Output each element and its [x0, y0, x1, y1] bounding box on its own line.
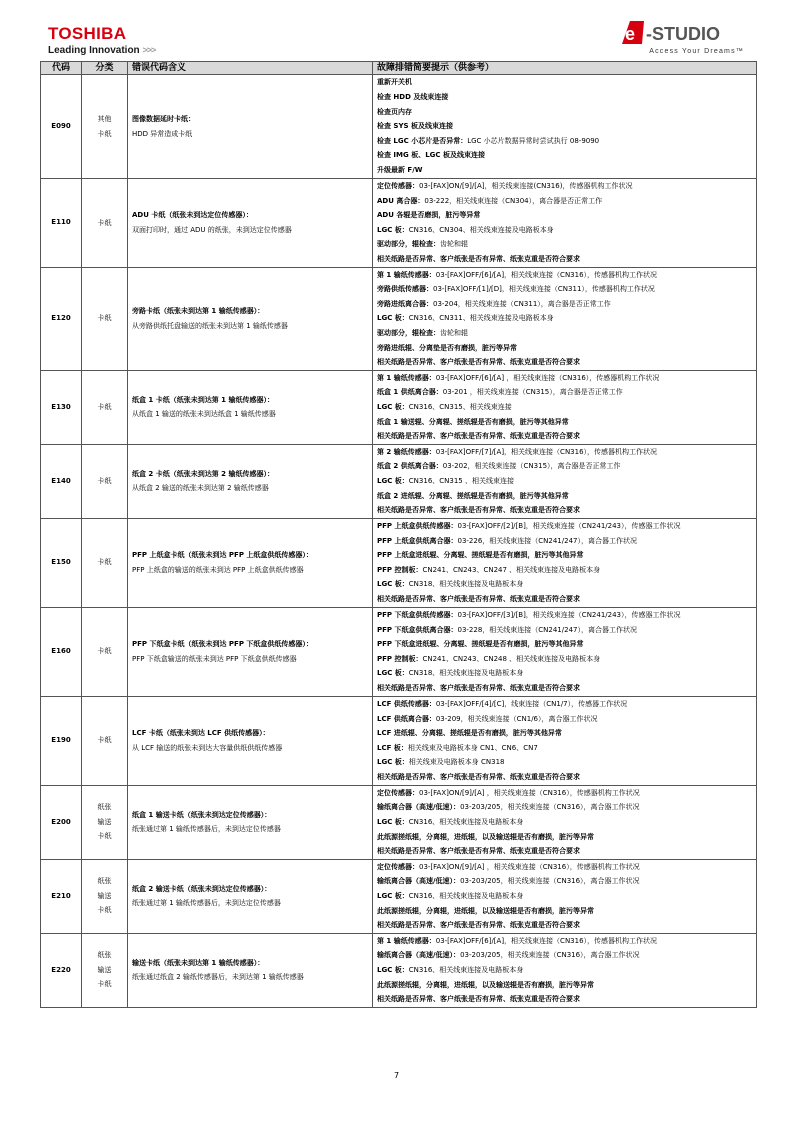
hint-line: [377, 371, 752, 386]
hint-detail: 03-[FAX]ON/[9]/[A] ，相关线束连接（CN316），传感器机构工作状况: [419, 862, 640, 871]
hint-label: 相关纸路是否异常、客户纸张是否有异常、纸张克重是否符合要求: [377, 594, 580, 603]
table-row: [41, 859, 757, 933]
error-code: E140: [41, 444, 82, 518]
meaning-description: 纸张通过第 1 输纸传感器后，未到达定位传感器: [132, 825, 281, 834]
hint-label: PFP 下纸盒进纸辊、分离辊、搓纸辊是否有磨损，脏污等其他异常: [377, 640, 584, 649]
hint-detail: 03-222，相关线束连接（CN304），离合器是否正常工作: [424, 196, 603, 205]
hint-line: [377, 179, 752, 194]
troubleshooting-hints: [373, 785, 757, 859]
estudio-slogan: Access Your Dreams™: [649, 48, 744, 55]
category-line: 输送: [97, 891, 112, 900]
hint-label: 升级最新 F/W: [377, 165, 423, 174]
meaning-title: PFP 上纸盒卡纸（纸张未到达 PFP 上纸盒供纸传感器）：: [132, 551, 313, 560]
hint-line: [377, 726, 752, 741]
hint-label: 旁路进纸离合器：: [377, 299, 433, 308]
error-category: [82, 267, 128, 370]
hint-label: 驱动部分，辊检查：: [377, 240, 440, 249]
hint-detail: 03-203/205，相关线束连接（CN316），离合器工作状况: [460, 877, 640, 886]
hint-line: [377, 637, 752, 652]
hint-label: 相关纸路是否异常、客户纸张是否有异常、纸张克重是否符合要求: [377, 683, 580, 692]
error-category: [82, 696, 128, 785]
table-row: [41, 607, 757, 696]
tagline-arrows: >>>: [142, 45, 156, 55]
error-category: [82, 933, 128, 1007]
hint-line: [377, 608, 752, 623]
error-meaning: [128, 607, 373, 696]
error-meaning: [128, 267, 373, 370]
hint-label: 此纸源搓纸辊，分离辊，进纸辊，以及输送辊是否有磨损，脏污等异常: [377, 832, 594, 841]
hint-line: [377, 712, 752, 727]
estudio-logo-text: -STUDIO: [646, 24, 720, 44]
error-code: E160: [41, 607, 82, 696]
hint-detail: 03-209，相关线束连接（CN1/6），离合器工作状况: [435, 714, 598, 723]
hint-label: 相关纸路是否异常、客户纸张是否有异常、纸张克重是否符合要求: [377, 254, 580, 263]
category-line: 卡纸: [97, 980, 112, 989]
hint-line: [377, 534, 752, 549]
hint-line: [377, 741, 752, 756]
meaning-title: 纸盒 1 输送卡纸（纸张未到达定位传感器）：: [132, 810, 272, 819]
meaning-description: PFP 下纸盒输送的纸张未到达 PFP 下纸盒供纸传感器: [132, 654, 297, 663]
table-row: [41, 518, 757, 607]
hint-label: 定位传感器：: [377, 182, 419, 190]
category-line: 输送: [97, 965, 112, 974]
hint-line: [377, 904, 752, 919]
hint-line: [377, 623, 752, 638]
hint-label: 驱动部分，辊检查：: [377, 328, 440, 337]
category-line: 卡纸: [97, 314, 112, 323]
hint-label: LGC 板：: [377, 402, 409, 411]
hint-line: [377, 800, 752, 815]
hint-line: [377, 105, 752, 120]
page-number: 7: [393, 1071, 400, 1080]
hint-label: PFP 下纸盒供纸传感器：: [377, 610, 458, 619]
hint-detail: 03-[FAX]OFF/[1]/[D]，相关线束连接（CN311），传感器机构工作状况: [433, 285, 655, 294]
table-row: [41, 179, 757, 268]
hint-line: [377, 134, 752, 149]
hint-detail: CN316、相关线束连接及电路板本身: [408, 817, 524, 826]
hint-label: 旁路进纸辊、分离垫是否有磨损，脏污等异常: [377, 343, 517, 352]
error-code: E120: [41, 267, 82, 370]
troubleshooting-hints: [373, 518, 757, 607]
meaning-title: ADU 卡纸（纸张未到达定位传感器）：: [132, 211, 253, 220]
hint-detail: 齿轮和辊: [440, 328, 468, 337]
hint-line: [377, 194, 752, 209]
error-category: [82, 607, 128, 696]
hint-label: 定位传感器：: [377, 788, 419, 797]
hint-label: 重新开关机: [377, 78, 412, 87]
hint-label: ADU 离合器：: [377, 196, 425, 205]
error-category: [82, 370, 128, 444]
hint-detail: 相关线束及电路板本身 CN318: [408, 758, 505, 767]
hint-label: LCF 板：: [377, 743, 408, 752]
hint-line: [377, 889, 752, 904]
hint-line: [377, 755, 752, 770]
category-line: 卡纸: [97, 906, 112, 915]
hint-detail: 03-[FAX]ON/[9]/[A]，相关线束连接(CN316)，传感器机构工作状况: [419, 182, 633, 190]
hint-detail: 03-[FAX]ON/[9]/[A] ，相关线束连接（CN316），传感器机构工作状况: [419, 788, 640, 797]
hint-label: 纸盒 1 输送辊、分离辊、搓纸辊是否有磨损，脏污等其他异常: [377, 417, 569, 426]
header-code: 代码: [41, 62, 82, 75]
hint-line: [377, 90, 752, 105]
hint-label: 旁路供纸传感器：: [377, 285, 433, 294]
hint-line: [377, 75, 752, 90]
meaning-title: 纸盒 2 卡纸（纸张未到达第 2 输纸传感器）：: [132, 469, 274, 478]
hint-detail: 03-[FAX]OFF/[4]/[C]，线束连接（CN1/7），传感器工作状况: [435, 699, 628, 708]
error-category: [82, 75, 128, 179]
category-line: 卡纸: [97, 647, 112, 656]
hint-line: [377, 163, 752, 178]
category-line: 卡纸: [97, 129, 112, 138]
hint-line: [377, 429, 752, 444]
hint-line: [377, 860, 752, 875]
error-code: E200: [41, 785, 82, 859]
hint-detail: CN316、CN304、相关线束连接及电路板本身: [408, 225, 554, 234]
hint-line: [377, 326, 752, 341]
error-code: E210: [41, 859, 82, 933]
error-meaning: [128, 75, 373, 179]
hint-detail: 03-204，相关线束连接（CN311），离合器是否正常工作: [433, 299, 611, 308]
hint-line: [377, 963, 752, 978]
estudio-logo: [616, 18, 746, 58]
error-meaning: [128, 370, 373, 444]
hint-detail: 相关线束及电路板本身 CN1、CN6、CN7: [407, 743, 538, 752]
meaning-description: PFP 上纸盒的输送的纸张未到达 PFP 上纸盒供纸传感器: [132, 565, 304, 574]
category-line: 纸张: [97, 803, 112, 812]
error-meaning: [128, 933, 373, 1007]
hint-label: 定位传感器：: [377, 862, 419, 871]
hint-label: PFP 上纸盒供纸传感器：: [377, 521, 458, 530]
header-hints: 故障排错简要提示（供参考）: [373, 62, 757, 75]
meaning-title: PFP 下纸盒卡纸（纸张未到达 PFP 下纸盒供纸传感器）：: [132, 640, 313, 649]
hint-label: LCF 供纸传感器：: [377, 699, 436, 708]
table-body: [41, 75, 757, 1008]
hint-label: 相关纸路是否异常、客户纸张是否有异常、纸张克重是否符合要求: [377, 847, 580, 856]
hint-detail: 03-[FAX]OFF/[6]/[A]，相关线束连接（CN316），传感器机构工作状况: [435, 270, 658, 279]
hint-label: 第 1 输纸传感器：: [377, 936, 436, 945]
category-line: 卡纸: [97, 218, 112, 227]
hint-detail: CN316、CN311、相关线束连接及电路板本身: [408, 314, 554, 323]
hint-detail: CN241、CN243、CN247 、相关线束连接及电路板本身: [422, 565, 601, 574]
hint-label: 第 2 输纸传感器：: [377, 447, 436, 456]
hint-label: 纸盒 1 供纸离合器：: [377, 388, 443, 397]
hint-label: 第 1 输纸传感器：: [377, 373, 436, 382]
hint-detail: 03-[FAX]OFF/[6]/[A]，相关线束连接（CN316），传感器机构工作状况: [435, 936, 658, 945]
meaning-description: 纸张通过第 1 输纸传感器后，未到达定位传感器: [132, 899, 281, 908]
hint-label: PFP 上纸盒供纸离合器：: [377, 536, 458, 545]
page-header: [48, 18, 746, 58]
hint-label: PFP 控制板：: [377, 654, 423, 663]
troubleshooting-hints: [373, 444, 757, 518]
hint-label: PFP 下纸盒供纸离合器：: [377, 625, 458, 634]
hint-line: [377, 770, 752, 785]
table-row: [41, 75, 757, 179]
category-line: 卡纸: [97, 476, 112, 485]
meaning-description: HDD 异常造成卡纸: [132, 129, 193, 138]
hint-line: [377, 268, 752, 283]
hint-label: 检查 HDD 及线束连接: [377, 93, 449, 102]
error-category: [82, 859, 128, 933]
error-category: [82, 444, 128, 518]
table-row: [41, 370, 757, 444]
estudio-logo-graphic: [616, 18, 746, 48]
hint-line: [377, 666, 752, 681]
hint-label: PFP 上纸盒进纸辊、分离辊、搓纸辊是否有磨损，脏污等其他异常: [377, 551, 584, 560]
error-code: E110: [41, 179, 82, 268]
meaning-title: 输送卡纸（纸张未到达第 1 输纸传感器）：: [132, 958, 265, 967]
hint-line: [377, 252, 752, 267]
hint-label: 第 1 输纸传感器：: [377, 270, 436, 279]
toshiba-logo: TOSHIBA: [48, 24, 127, 43]
hint-detail: 03-[FAX]OFF/[7]/[A]，相关线束连接（CN316），传感器机构工作状况: [435, 447, 658, 456]
hint-line: [377, 681, 752, 696]
troubleshooting-hints: [373, 179, 757, 268]
error-code: E220: [41, 933, 82, 1007]
hint-label: 此纸源搓纸辊，分离辊，进纸辊，以及输送辊是否有磨损，脏污等异常: [377, 980, 594, 989]
hint-line: [377, 830, 752, 845]
error-meaning: [128, 859, 373, 933]
category-line: 纸张: [97, 951, 112, 960]
hint-line: [377, 519, 752, 534]
meaning-title: 旁路卡纸（纸张未到达第 1 输纸传感器）：: [132, 307, 265, 316]
tagline-text: Leading Innovation: [48, 45, 140, 56]
hint-line: [377, 948, 752, 963]
hint-line: [377, 400, 752, 415]
category-line: 卡纸: [97, 402, 112, 411]
hint-line: [377, 474, 752, 489]
meaning-title: 纸盒 2 输送卡纸（纸张未到达定位传感器）：: [132, 884, 272, 893]
hint-line: [377, 503, 752, 518]
hint-line: [377, 489, 752, 504]
hint-label: 检查 SYS 板及线束连接: [377, 122, 454, 131]
category-line: 卡纸: [97, 832, 112, 841]
error-code: E190: [41, 696, 82, 785]
table-header-row: [41, 62, 757, 75]
troubleshooting-hints: [373, 267, 757, 370]
table-row: [41, 785, 757, 859]
hint-line: [377, 459, 752, 474]
header-meaning: 错误代码含义: [128, 62, 373, 75]
hint-label: LGC 板：: [377, 891, 409, 900]
error-category: [82, 518, 128, 607]
hint-label: 纸盒 2 进纸辊、分离辊、搓纸辊是否有磨损，脏污等其他异常: [377, 491, 569, 500]
hint-label: LGC 板：: [377, 314, 409, 323]
error-meaning: [128, 696, 373, 785]
hint-detail: CN241、CN243、CN248 、相关线束连接及电路板本身: [422, 654, 601, 663]
hint-label: LCF 供纸离合器：: [377, 714, 436, 723]
hint-detail: 03-[FAX]OFF/[2]/[B]，相关线束连接（CN241/243），传感器工作状况: [457, 521, 681, 530]
table-row: [41, 696, 757, 785]
hint-detail: 03-203/205，相关线束连接（CN316），离合器工作状况: [460, 951, 640, 960]
hint-label: 相关纸路是否异常、客户纸张是否有异常、纸张克重是否符合要求: [377, 506, 580, 515]
hint-label: 相关纸路是否异常、客户纸张是否有异常、纸张克重是否符合要求: [377, 772, 580, 781]
hint-label: 检查页内存: [377, 107, 412, 116]
hint-line: [377, 237, 752, 252]
hint-label: 相关纸路是否异常、客户纸张是否有异常、纸张克重是否符合要求: [377, 432, 580, 441]
error-meaning: [128, 518, 373, 607]
meaning-description: 从 LCF 输送的纸张未到达大容量供纸供纸传感器: [132, 743, 283, 752]
hint-label: 此纸源搓纸辊，分离辊，进纸辊，以及输送辊是否有磨损，脏污等异常: [377, 906, 594, 915]
troubleshooting-hints: [373, 859, 757, 933]
hint-line: [377, 992, 752, 1007]
meaning-description: 从旁路供纸托盘输送的纸张未到达第 1 输纸传感器: [132, 321, 288, 330]
hint-label: LGC 板：: [377, 758, 409, 767]
hint-line: [377, 282, 752, 297]
hint-label: ADU 各辊是否磨损，脏污等异常: [377, 211, 481, 220]
hint-line: [377, 355, 752, 370]
troubleshooting-hints: [373, 75, 757, 179]
hint-line: [377, 697, 752, 712]
hint-line: [377, 297, 752, 312]
hint-line: [377, 844, 752, 859]
hint-line: [377, 148, 752, 163]
troubleshooting-hints: [373, 696, 757, 785]
hint-detail: 03-203/205，相关线束连接（CN316），离合器工作状况: [460, 803, 640, 812]
hint-line: [377, 592, 752, 607]
hint-line: [377, 385, 752, 400]
table-row: [41, 267, 757, 370]
hint-label: 相关纸路是否异常、客户纸张是否有异常、纸张克重是否符合要求: [377, 921, 580, 930]
hint-line: [377, 652, 752, 667]
hint-detail: CN316、相关线束连接及电路板本身: [408, 965, 524, 974]
hint-line: [377, 311, 752, 326]
tagline: [48, 45, 155, 56]
error-meaning: [128, 179, 373, 268]
category-line: 其他: [97, 115, 112, 123]
hint-label: 检查 IMG 板、LGC 板及线束连接: [377, 151, 485, 160]
hint-label: LGC 板：: [377, 817, 409, 826]
hint-line: [377, 415, 752, 430]
hint-detail: LGC 小芯片数据异常时尝试执行 08-9090: [467, 136, 600, 145]
hint-detail: CN316、相关线束连接及电路板本身: [408, 891, 524, 900]
error-code-table: [40, 61, 757, 1008]
meaning-title: 图像数据延时卡纸：: [132, 114, 195, 123]
category-line: 纸张: [97, 877, 112, 886]
hint-line: [377, 548, 752, 563]
error-category: [82, 179, 128, 268]
hint-label: LGC 板：: [377, 669, 409, 678]
hint-label: 输纸离合器（高速/低速）：: [377, 803, 461, 812]
hint-line: [377, 815, 752, 830]
hint-line: [377, 208, 752, 223]
hint-label: LGC 板：: [377, 965, 409, 974]
meaning-description: 从纸盒 2 输送的纸张未到达第 2 输纸传感器: [132, 484, 269, 493]
hint-line: [377, 786, 752, 801]
category-line: 卡纸: [97, 558, 112, 567]
hint-detail: 03-[FAX]OFF/[3]/[B]，相关线束连接（CN241/243），传感器工作状况: [457, 610, 681, 619]
hint-line: [377, 918, 752, 933]
error-meaning: [128, 785, 373, 859]
table-row: [41, 444, 757, 518]
error-code: E090: [41, 75, 82, 179]
hint-detail: 03-201 ，相关线束连接（CN315），离合器是否正常工作: [442, 388, 623, 397]
header-category: 分类: [82, 62, 128, 75]
error-code: E150: [41, 518, 82, 607]
hint-detail: 齿轮和辊: [440, 240, 468, 249]
hint-detail: CN316、CN315、相关线束连接: [408, 402, 512, 411]
hint-detail: 03-[FAX]OFF/[6]/[A] ，相关线束连接（CN316），传感器机构工作状况: [435, 373, 660, 382]
hint-label: 输纸离合器（高速/低速）：: [377, 877, 461, 886]
hint-label: LCF 进纸辊、分离辊、搓纸辊是否有磨损，脏污等其他异常: [377, 729, 562, 738]
estudio-logo-e: e: [625, 24, 636, 44]
meaning-description: 纸张通过纸盒 2 输纸传感器后，未到达第 1 输纸传感器: [132, 973, 304, 982]
hint-label: PFP 控制板：: [377, 565, 423, 574]
hint-detail: 03-202，相关线束连接（CN315），离合器是否正常工作: [442, 462, 621, 471]
meaning-description: 从纸盒 1 输送的纸张未到达纸盒 1 输纸传感器: [132, 410, 276, 419]
meaning-title: 纸盒 1 卡纸（纸张未到达第 1 输纸传感器）：: [132, 395, 274, 404]
error-code: E130: [41, 370, 82, 444]
hint-line: [377, 934, 752, 949]
error-category: [82, 785, 128, 859]
hint-label: LGC 板：: [377, 225, 409, 234]
troubleshooting-hints: [373, 607, 757, 696]
hint-label: 纸盒 2 供纸离合器：: [377, 462, 443, 471]
hint-detail: CN318、相关线束连接及电路板本身: [408, 580, 524, 589]
error-meaning: [128, 444, 373, 518]
meaning-description: 双面打印时，通过 ADU 的纸张，未到达定位传感器: [132, 225, 292, 234]
hint-label: 相关纸路是否异常、客户纸张是否有异常、纸张克重是否符合要求: [377, 995, 580, 1004]
troubleshooting-hints: [373, 933, 757, 1007]
table-row: [41, 933, 757, 1007]
hint-line: [377, 874, 752, 889]
hint-label: LGC 板：: [377, 580, 409, 589]
hint-label: 输纸离合器（高速/低速）：: [377, 951, 461, 960]
meaning-title: LCF 卡纸（纸张未到达 LCF 供纸传感器）：: [132, 729, 270, 738]
hint-line: [377, 341, 752, 356]
hint-detail: 03-228，相关线束连接（CN241/247），离合器工作状况: [457, 625, 637, 634]
hint-label: LGC 板：: [377, 476, 409, 485]
hint-line: [377, 119, 752, 134]
hint-detail: CN316、CN315 、相关线束连接: [408, 476, 514, 485]
troubleshooting-hints: [373, 370, 757, 444]
hint-line: [377, 445, 752, 460]
category-line: 输送: [97, 817, 112, 826]
hint-line: [377, 563, 752, 578]
hint-line: [377, 577, 752, 592]
category-line: 卡纸: [97, 736, 112, 745]
hint-label: 相关纸路是否异常、客户纸张是否有异常、纸张克重是否符合要求: [377, 358, 580, 367]
hint-line: [377, 978, 752, 993]
hint-line: [377, 223, 752, 238]
hint-detail: CN318、相关线束连接及电路板本身: [408, 669, 524, 678]
hint-label: 检查 LGC 小芯片是否异常：: [377, 136, 468, 145]
hint-detail: 03-226，相关线束连接（CN241/247），离合器工作状况: [457, 536, 637, 545]
